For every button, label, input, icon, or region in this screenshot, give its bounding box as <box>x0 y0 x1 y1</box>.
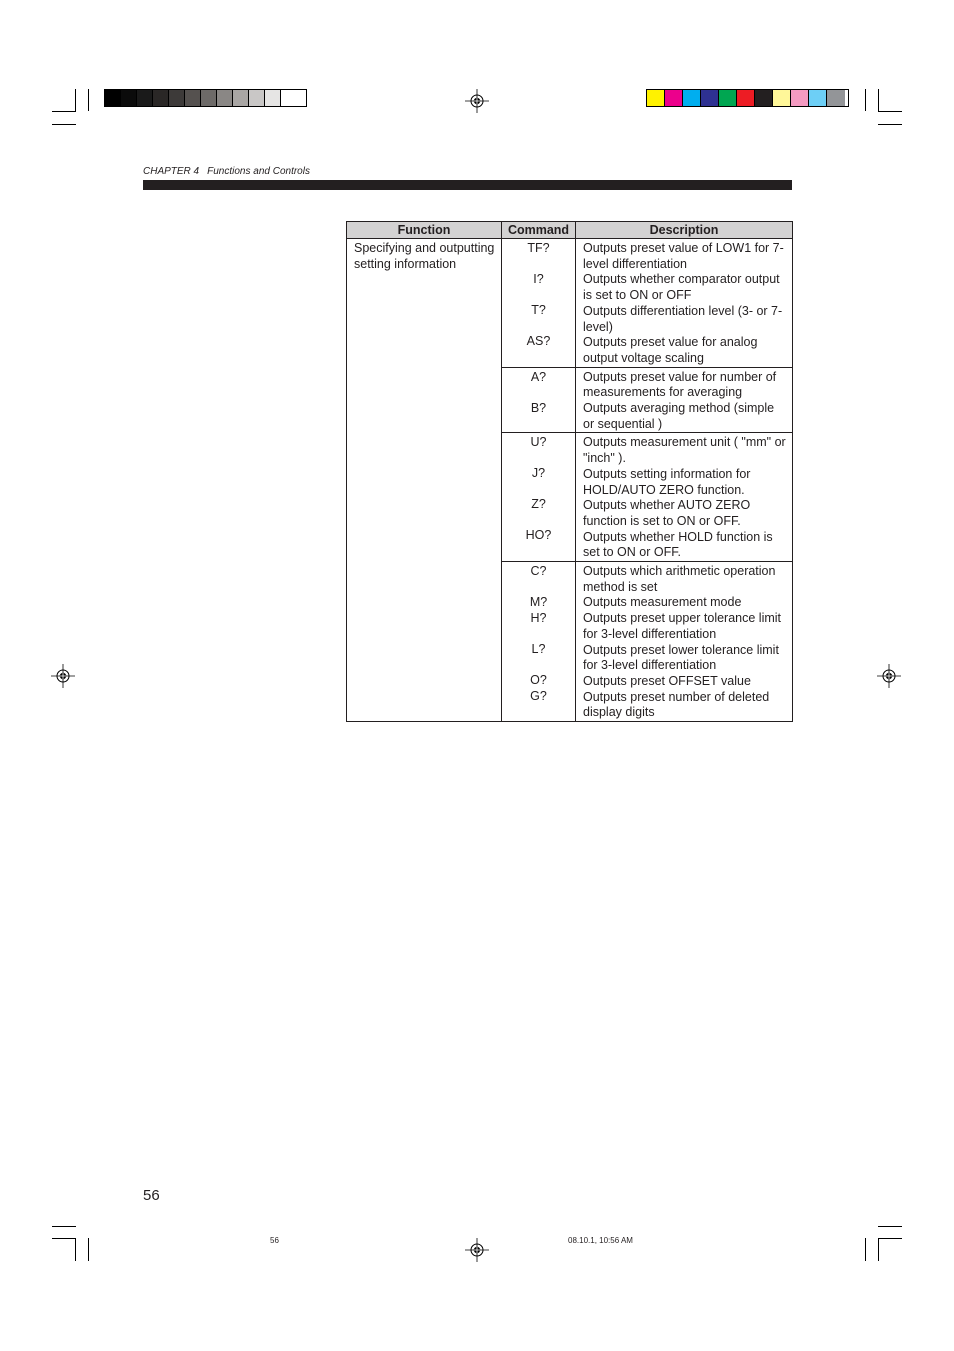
command-cell <box>502 433 576 562</box>
crop-mark <box>52 111 76 112</box>
color-swatch <box>719 90 737 106</box>
command-description: Outputs averaging method (simple or sequential ) <box>583 401 775 431</box>
color-swatch <box>265 90 281 106</box>
crop-mark <box>878 1238 902 1239</box>
color-swatch <box>217 90 233 106</box>
description-cell <box>576 433 793 562</box>
color-swatch <box>701 90 719 106</box>
command-code: B? <box>530 400 547 415</box>
command-cell <box>502 367 576 433</box>
registration-target-icon <box>465 89 489 113</box>
color-swatch <box>105 90 121 106</box>
description-cell <box>576 239 793 368</box>
command-description: Outputs preset value of LOW1 for 7-level differentiation <box>583 241 784 271</box>
color-swatch <box>121 90 137 106</box>
command-code: G? <box>530 689 547 704</box>
command-description: Outputs preset value for analog output voltage scaling <box>583 335 758 365</box>
column-header-function: Function <box>347 222 502 239</box>
crop-mark <box>88 1238 89 1261</box>
command-description: Outputs whether HOLD function is set to ON or OFF. <box>583 529 773 560</box>
command-code: L? <box>531 642 546 657</box>
command-description: Outputs preset number of deleted display digits <box>583 689 770 720</box>
column-header-description: Description <box>576 222 793 239</box>
crop-mark <box>52 1238 76 1239</box>
command-code: U? <box>530 435 547 450</box>
color-swatch <box>665 90 683 106</box>
command-cell <box>502 239 576 368</box>
command-description: Outputs preset upper tolerance limit for 3-level differentiation <box>583 611 782 641</box>
crop-mark <box>865 89 866 111</box>
command-code: H? <box>530 611 547 626</box>
command-code: J? <box>531 466 546 481</box>
command-code: O? <box>530 673 547 688</box>
crop-mark <box>878 1238 879 1261</box>
crop-mark <box>75 1238 76 1261</box>
command-code: Z? <box>531 497 546 512</box>
command-description: Outputs measurement unit ( "mm" or "inch" ). <box>583 435 786 466</box>
command-cell <box>502 562 576 722</box>
command-code: A? <box>530 369 547 384</box>
command-code: HO? <box>525 528 552 543</box>
command-code: T? <box>531 303 546 317</box>
crop-mark <box>52 124 76 125</box>
chapter-label: CHAPTER 4 <box>143 166 200 177</box>
function-cell: Specifying and outputting setting information <box>347 239 502 722</box>
crop-mark <box>88 89 89 111</box>
crop-mark <box>52 1226 76 1227</box>
color-swatch <box>281 90 297 106</box>
color-swatch <box>683 90 701 106</box>
description-cell <box>576 562 793 722</box>
footer-timestamp: 08.10.1, 10:56 AM <box>568 1236 633 1245</box>
color-swatch <box>755 90 773 106</box>
command-description: Outputs measurement mode <box>583 595 742 610</box>
command-code: C? <box>530 564 547 579</box>
crop-mark <box>878 111 902 112</box>
crop-mark <box>865 1238 866 1261</box>
crop-mark <box>75 89 76 111</box>
color-swatch <box>647 90 665 106</box>
command-table <box>346 221 793 722</box>
color-swatch <box>169 90 185 106</box>
grayscale-color-bar <box>104 89 307 107</box>
color-swatch <box>827 90 845 106</box>
color-swatch <box>153 90 169 106</box>
crop-mark <box>878 124 902 125</box>
color-swatch <box>737 90 755 106</box>
command-description: Outputs differentiation level (3- or 7-level) <box>583 303 783 334</box>
chapter-header <box>143 166 310 177</box>
command-description: Outputs whether comparator output is set to ON or OFF <box>583 272 780 303</box>
table-row <box>347 239 793 368</box>
crop-mark <box>878 89 879 111</box>
color-swatch <box>201 90 217 106</box>
command-code: M? <box>529 595 548 610</box>
registration-target-icon <box>51 664 75 688</box>
color-swatch <box>809 90 827 106</box>
page-number: 56 <box>143 1187 160 1204</box>
command-description: Outputs preset lower tolerance limit for 3-level differentiation <box>583 642 779 673</box>
process-color-bar <box>646 89 849 107</box>
color-swatch <box>249 90 265 106</box>
command-description: Outputs setting information for HOLD/AUTO ZERO function. <box>583 466 751 497</box>
color-swatch <box>137 90 153 106</box>
color-swatch <box>185 90 201 106</box>
command-description: Outputs which arithmetic operation method is set <box>583 564 776 594</box>
command-description: Outputs whether AUTO ZERO function is set to ON or OFF. <box>583 498 751 528</box>
table-header-row <box>347 222 793 239</box>
footer-page-ref: 56 <box>270 1236 279 1245</box>
command-description: Outputs preset value for number of measurements for averaging <box>583 369 777 400</box>
description-cell <box>576 367 793 433</box>
command-code: TF? <box>527 241 550 255</box>
color-swatch <box>791 90 809 106</box>
crop-mark <box>878 1226 902 1227</box>
registration-target-icon <box>465 1238 489 1262</box>
registration-target-icon <box>877 664 901 688</box>
command-code: I? <box>533 272 544 286</box>
section-label: Functions and Controls <box>207 166 310 177</box>
column-header-command: Command <box>502 222 576 239</box>
command-description: Outputs preset OFFSET value <box>583 673 751 688</box>
command-code: AS? <box>526 334 551 348</box>
color-swatch <box>233 90 249 106</box>
color-swatch <box>773 90 791 106</box>
header-rule <box>143 180 792 190</box>
